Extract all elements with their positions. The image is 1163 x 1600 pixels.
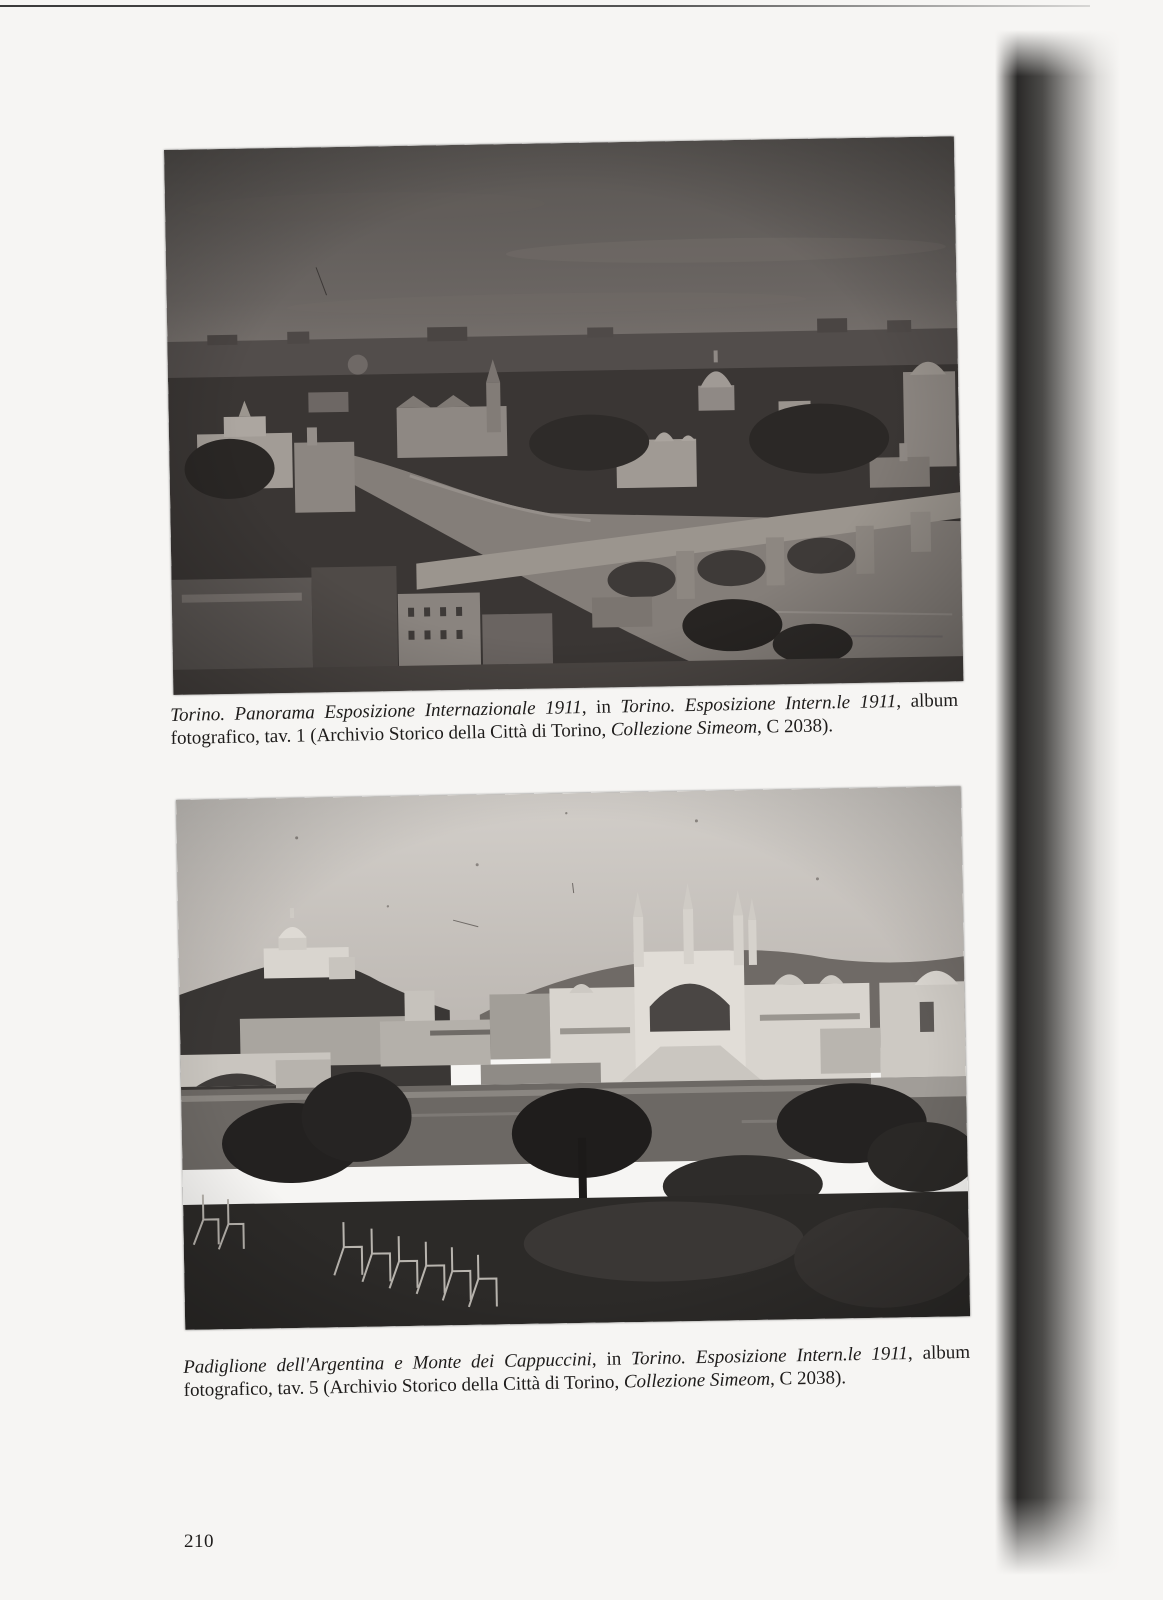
vignette xyxy=(176,786,970,1330)
caption-text: , C 2038). xyxy=(769,1367,847,1390)
caption-text: , album xyxy=(907,1341,971,1365)
photo-padiglione-argentina xyxy=(176,786,970,1330)
caption-text: fotografico, tav. 1 (Archivio Storico della Città di Torino, xyxy=(170,719,612,749)
page-number: 210 xyxy=(184,1531,214,1552)
caption-text: , album xyxy=(896,689,959,713)
caption-text: fotografico, tav. 5 (Archivio Storico della Città di Torino, xyxy=(183,1371,625,1401)
caption-collection: Collezione Simeom xyxy=(623,1368,771,1393)
figure-caption xyxy=(183,1341,971,1402)
vignette xyxy=(164,136,963,695)
photo-panorama-esposizione-1911 xyxy=(164,136,963,695)
scan-top-edge xyxy=(0,5,1090,7)
caption-source-title: Torino. Esposizione Intern.le 1911 xyxy=(620,691,897,718)
caption-title: Torino. Panorama Esposizione Internazionale 1911 xyxy=(170,697,582,726)
caption-source-title: Torino. Esposizione Intern.le 1911 xyxy=(630,1343,909,1370)
caption-text: , in xyxy=(591,1348,632,1371)
figure-caption xyxy=(170,689,959,750)
book-gutter-shadow xyxy=(995,30,1120,1575)
caption-collection: Collezione Simeom xyxy=(610,716,758,741)
caption-text: , C 2038). xyxy=(756,715,834,738)
caption-text: , in xyxy=(581,696,621,719)
caption-title: Padiglione dell'Argentina e Monte dei Cappuccini xyxy=(183,1349,592,1378)
